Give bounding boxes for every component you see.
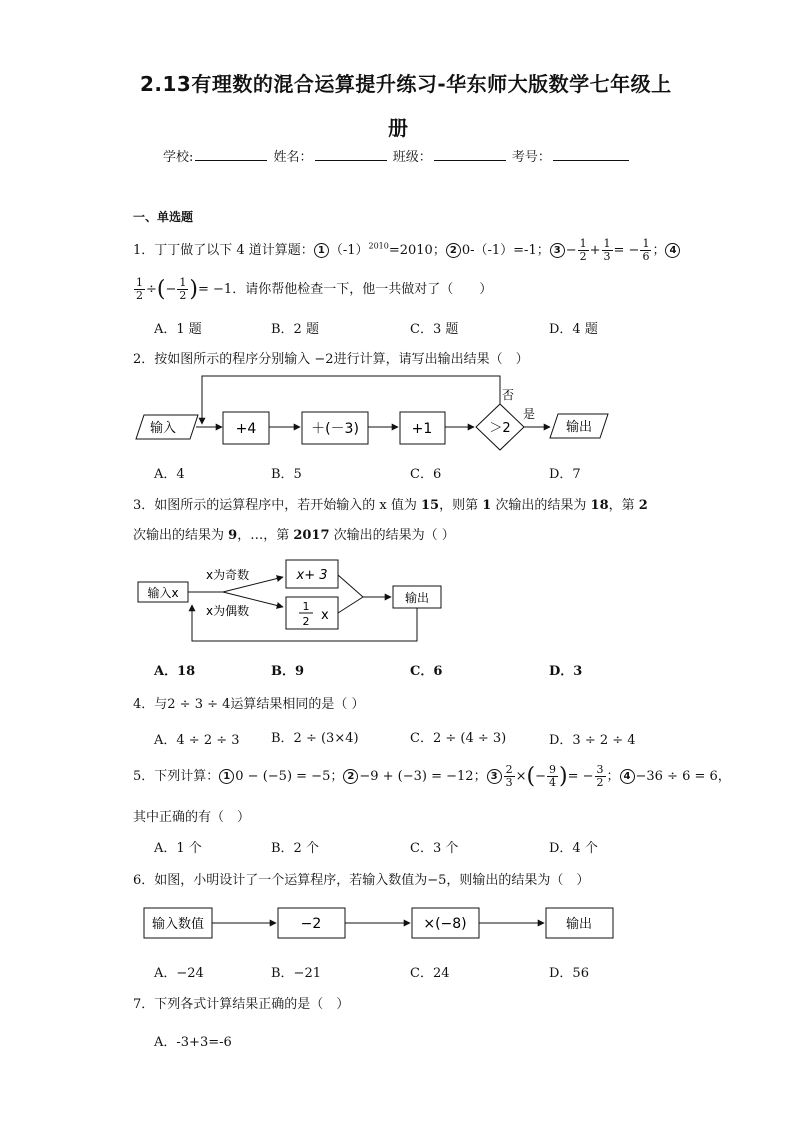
option-c[interactable]: C．3 题 (410, 322, 459, 337)
circled-number: 4 (620, 769, 635, 784)
question-5-line2: 其中正确的有（ ） (133, 810, 251, 825)
fraction: $\frac{1}{3}$ (603, 237, 611, 263)
option-c[interactable]: C．3 个 (410, 841, 459, 856)
circled-number: 2 (446, 243, 461, 258)
question-3-line2: 次输出的结果为 9，…，第 2017 次输出的结果为（ ） (133, 528, 455, 543)
q3-odd-op: x+ 3 (296, 568, 328, 583)
q1-expr1-exp: 2010 (368, 241, 389, 251)
q6-input-label: 输入数值 (151, 917, 205, 932)
q1-expr3-eq: = − (613, 243, 640, 258)
q1-expr4-result: = −1 (198, 282, 233, 297)
option-d[interactable]: D．3 (549, 664, 583, 679)
q1-expr4-minus: − (165, 282, 177, 297)
option-a[interactable]: A．1 题 (154, 322, 202, 337)
q6-op1-label: −2 (300, 916, 322, 932)
fraction: $\frac{3}{2}$ (596, 763, 604, 789)
option-d[interactable]: D．3 ÷ 2 ÷ 4 (549, 733, 636, 748)
fraction: $\frac{1}{2}$ (136, 276, 143, 302)
question-7-text: 7．下列各式计算结果正确的是（ ） (133, 997, 350, 1012)
q1-expr3-sign: − (565, 243, 577, 258)
circled-number: 3 (550, 243, 565, 258)
question-6-text: 6．如图，小明设计了一个运算程序，若输入数值为−5，则输出的结果为（ ） (133, 873, 590, 888)
q1-expr3-plus: + (589, 243, 601, 258)
exam-no-label: 考号： (511, 150, 551, 165)
connector (338, 597, 363, 613)
q4-expr: 2 ÷ 3 ÷ 4 (167, 697, 231, 712)
q2-condition-label: ＞2 (489, 421, 511, 436)
option-b[interactable]: B．9 (271, 664, 305, 679)
option-b[interactable]: B．−21 (271, 966, 321, 981)
q6-output-label: 输出 (565, 917, 593, 932)
fraction: $\frac{1}{2}$ (579, 237, 587, 263)
q1-expr4-div: ÷ (146, 282, 157, 297)
circled-number: 1 (314, 243, 329, 258)
circled-number: 1 (219, 769, 234, 784)
q1-prompt: ．请你帮他检查一下，他一共做对了（ ） (232, 282, 493, 297)
circled-number: 3 (487, 769, 502, 784)
question-1-line2 (133, 277, 492, 302)
q1-expr2: 0-（-1）=-1； (461, 243, 550, 258)
q1-expr1-rest: =2010； (388, 243, 446, 258)
q1-expr1-base: （-1） (329, 243, 369, 258)
q2-yes-label: 是 (523, 407, 536, 421)
circled-number: 2 (343, 769, 358, 784)
option-b[interactable]: B．2 ÷ (3×4) (271, 731, 359, 746)
option-d[interactable]: D．7 (549, 467, 581, 482)
question-4-text: 4．与2 ÷ 3 ÷ 4运算结果相同的是（ ） (133, 697, 365, 712)
name-label: 姓名： (273, 150, 313, 165)
circled-number: 4 (665, 243, 680, 258)
q1-expr3-end: ； (652, 243, 666, 258)
fraction: $\frac{1}{2}$ (179, 276, 187, 302)
q6-op2-label: ×(−8) (423, 916, 467, 932)
option-a[interactable]: A．-3+3=-6 (154, 1035, 232, 1050)
q3-even-den: 2 (302, 615, 310, 628)
school-blank[interactable] (195, 148, 267, 161)
q6-flowchart (140, 903, 620, 945)
option-a[interactable]: A．−24 (154, 966, 204, 981)
page-title: 2.13有理数的混合运算提升练习-华东师大版数学七年级上 (140, 72, 672, 96)
q5-expr1: 0 − (−5) = −5； (235, 769, 344, 784)
option-d[interactable]: D．4 个 (549, 841, 598, 856)
fraction: $\frac{1}{6}$ (642, 237, 650, 263)
question-1-line1 (133, 238, 681, 263)
class-label: 班级： (392, 150, 432, 165)
q3-output-label: 输出 (404, 591, 430, 605)
question-2-text: 2．按如图所示的程序分别输入 −2进行计算，请写出输出结果（ ） (133, 352, 529, 367)
q3-even-var: x (321, 608, 329, 623)
q2-no-label: 否 (502, 388, 515, 402)
q3-even-num: 1 (302, 600, 310, 613)
option-c[interactable]: C．2 ÷ (4 ÷ 3) (410, 731, 507, 746)
q2-step1-label: +4 (235, 421, 257, 437)
q5-expr4: −36 ÷ 6 = 6， (635, 769, 731, 784)
class-blank[interactable] (434, 148, 506, 161)
option-a[interactable]: A．1 个 (154, 841, 202, 856)
q3-flowchart (135, 555, 455, 650)
q2-step3-label: +1 (411, 421, 433, 437)
section-heading: 一、单选题 (133, 210, 194, 224)
fraction: $\frac{9}{4}$ (548, 763, 556, 789)
page-title-cont: 册 (388, 116, 409, 140)
q2-flowchart (130, 372, 630, 452)
option-c[interactable]: C．24 (410, 966, 450, 981)
q1-intro: 1．丁丁做了以下 4 道计算题： (133, 243, 314, 258)
name-blank[interactable] (315, 148, 387, 161)
exam-no-blank[interactable] (553, 148, 629, 161)
q2-input-label: 输入 (149, 421, 177, 436)
q3-odd-label: x为奇数 (206, 568, 250, 582)
connector (338, 575, 363, 597)
question-3-line1: 3．如图所示的运算程序中，若开始输入的 x 值为 15，则第 1 次输出的结果为 18，第 2 (133, 498, 648, 513)
school-label: 学校: (163, 150, 194, 165)
question-5-line1: 5．下列计算： 1 0 − (−5) = −5； 2 −9 + (−3) = −12； 3 $\frac{2}{3}$ ×(− $\frac{9}{4}$ )= − $\frac{3}{2}$ ； 4 −36 ÷ 6 = 6， (133, 763, 731, 789)
option-d[interactable]: D．4 题 (549, 322, 598, 337)
q2-step2-label: ＋(－3) (311, 421, 359, 437)
paren: ( (156, 277, 166, 302)
option-b[interactable]: B．5 (271, 467, 302, 482)
student-info-row (163, 146, 631, 165)
option-b[interactable]: B．2 个 (271, 841, 319, 856)
option-b[interactable]: B．2 题 (271, 322, 319, 337)
option-a[interactable]: A．4 ÷ 2 ÷ 3 (154, 733, 240, 748)
paren: ) (189, 277, 198, 302)
fraction: $\frac{2}{3}$ (505, 763, 513, 789)
q5-expr2: −9 + (−3) = −12； (359, 769, 487, 784)
option-c[interactable]: C．6 (410, 664, 443, 679)
option-a[interactable]: A．4 (154, 467, 185, 482)
option-d[interactable]: D．56 (549, 966, 589, 981)
q2-output-label: 输出 (565, 420, 593, 435)
option-a[interactable]: A．18 (154, 664, 196, 679)
q3-input-label: 输入x (147, 586, 179, 600)
q3-even-label: x为偶数 (206, 604, 250, 618)
option-c[interactable]: C．6 (410, 467, 442, 482)
